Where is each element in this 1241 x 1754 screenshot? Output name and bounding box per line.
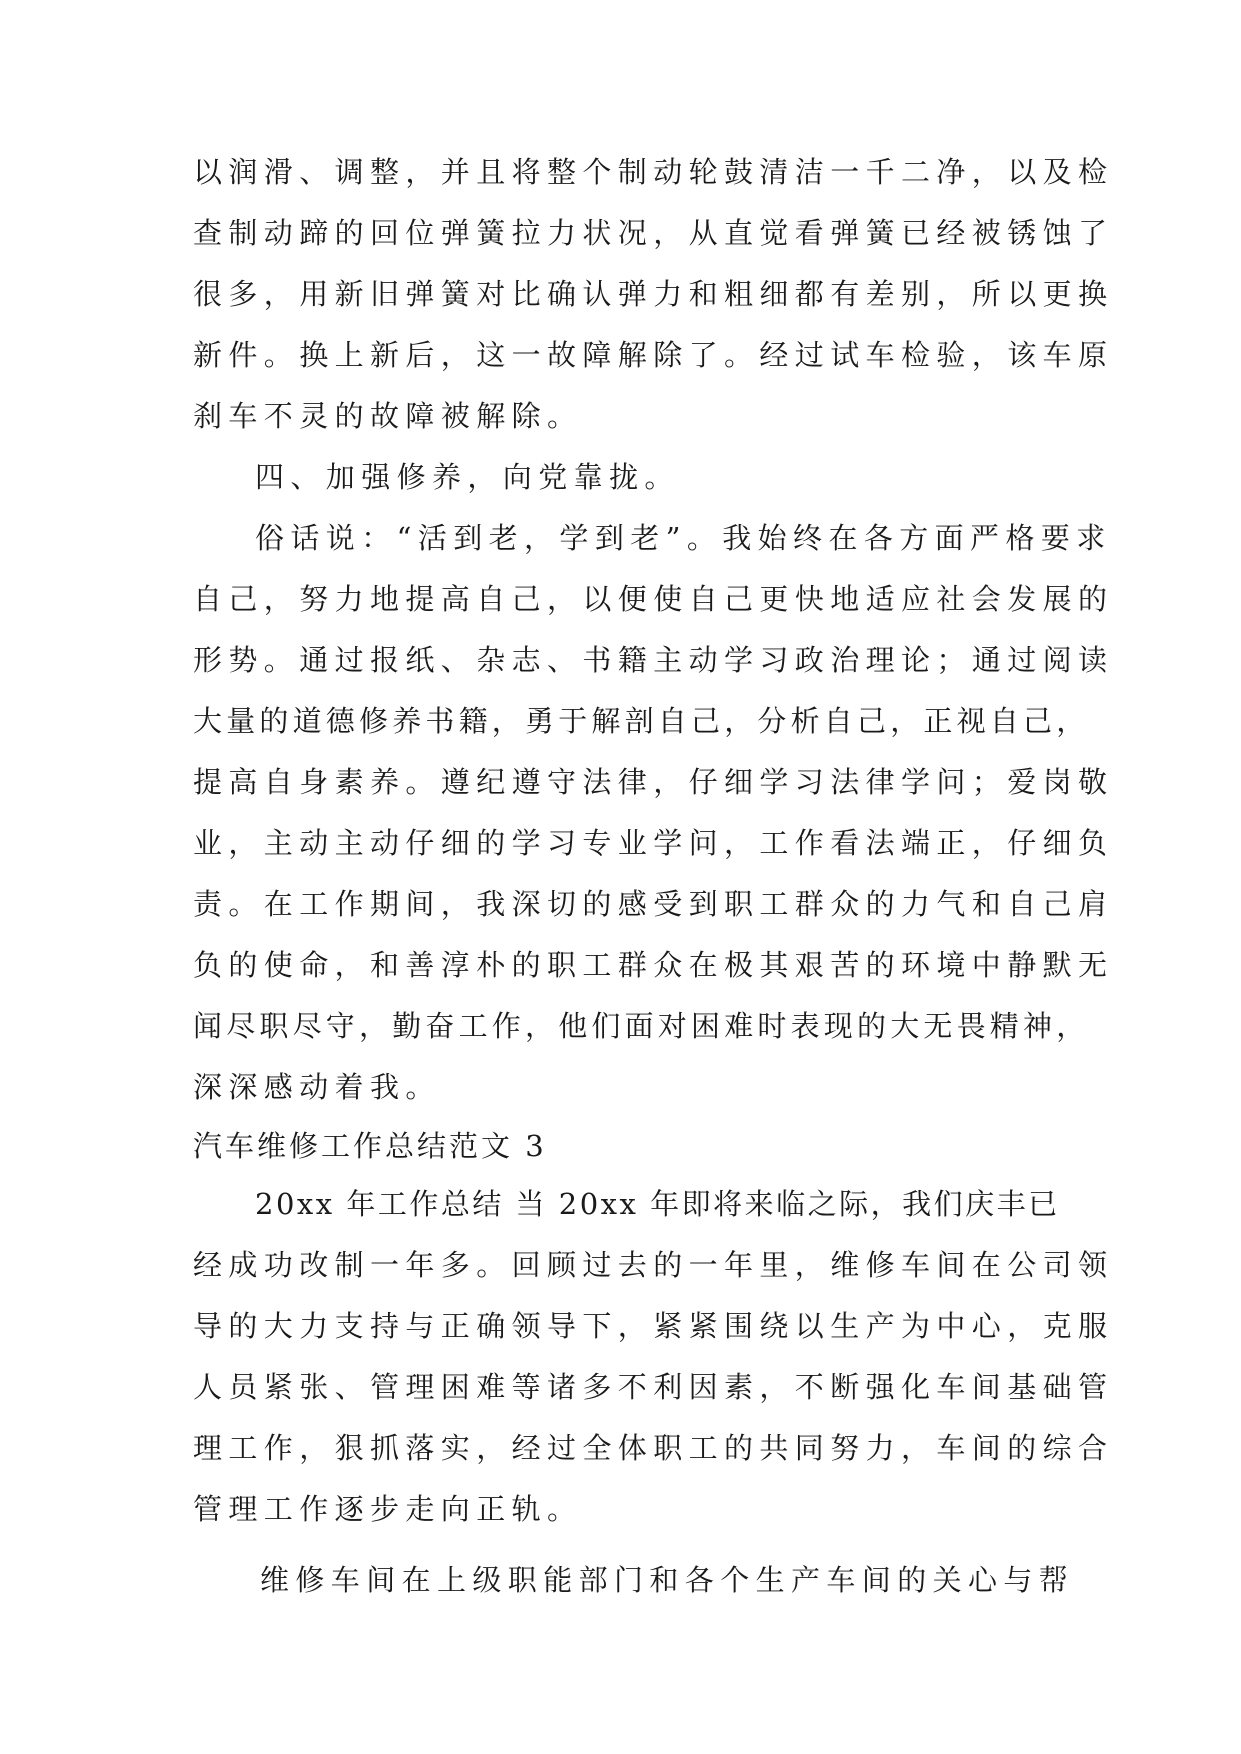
body-text-line: 责。在工作期间，我深切的感受到职工群众的力气和自己肩 — [193, 887, 1114, 921]
body-text-line: 闻尽职尽守，勤奋工作，他们面对困难时表现的大无畏精神， — [193, 1009, 1090, 1043]
body-text-line: 理工作，狠抓落实，经过全体职工的共同努力，车间的综合 — [193, 1431, 1114, 1465]
body-text-line: 20xx 年工作总结 当 20xx 年即将来临之际，我们庆丰已 — [255, 1187, 1060, 1221]
body-text-line: 经成功改制一年多。回顾过去的一年里，维修车间在公司领 — [193, 1248, 1114, 1282]
body-text-line: 提高自身素养。遵纪遵守法律，仔细学习法律学问；爱岗敬 — [193, 765, 1114, 799]
body-text-line: 大量的道德修养书籍，勇于解剖自己，分析自己，正视自己， — [193, 704, 1090, 738]
body-text-line: 维修车间在上级职能部门和各个生产车间的关心与帮 — [260, 1563, 1075, 1597]
body-text-line: 导的大力支持与正确领导下，紧紧围绕以生产为中心，克服 — [193, 1309, 1114, 1343]
body-text-line: 俗话说：“活到老，学到老”。我始终在各方面严格要求 — [255, 521, 1112, 555]
body-text-line: 很多，用新旧弹簧对比确认弹力和粗细都有差别，所以更换 — [193, 277, 1114, 311]
body-text-line: 管理工作逐步走向正轨。 — [193, 1492, 583, 1526]
body-text-line: 新件。换上新后，这一故障解除了。经过试车检验，该车原 — [193, 338, 1114, 372]
article-title: 汽车维修工作总结范文 3 — [193, 1129, 547, 1163]
body-text-line: 业，主动主动仔细的学习专业学问，工作看法端正，仔细负 — [193, 826, 1114, 860]
body-text-line: 形势。通过报纸、杂志、书籍主动学习政治理论；通过阅读 — [193, 643, 1114, 677]
body-text-line: 查制动蹄的回位弹簧拉力状况，从直觉看弹簧已经被锈蚀了 — [193, 216, 1114, 250]
body-text-line: 负的使命，和善淳朴的职工群众在极其艰苦的环境中静默无 — [193, 948, 1114, 982]
section-heading: 四、加强修养，向党靠拢。 — [255, 460, 680, 494]
body-text-line: 以润滑、调整，并且将整个制动轮鼓清洁一千二净，以及检 — [193, 155, 1114, 189]
body-text-line: 自己，努力地提高自己，以便使自己更快地适应社会发展的 — [193, 582, 1114, 616]
body-text-line: 刹车不灵的故障被解除。 — [193, 399, 583, 433]
body-text-line: 深深感动着我。 — [193, 1070, 441, 1104]
body-text-line: 人员紧张、管理困难等诸多不利因素，不断强化车间基础管 — [193, 1370, 1114, 1404]
